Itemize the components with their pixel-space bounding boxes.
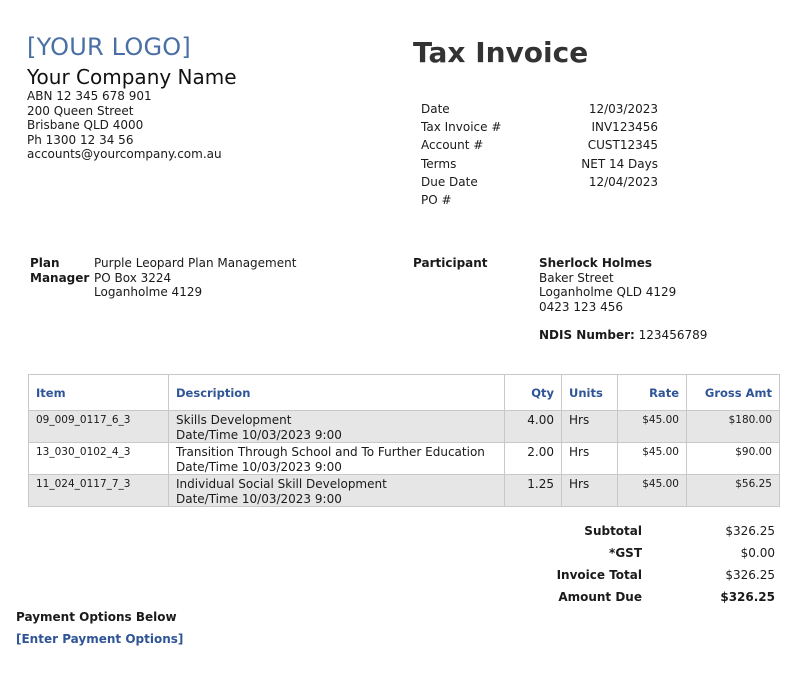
gst-row xyxy=(500,542,775,564)
cell-gross: $56.25 xyxy=(687,475,780,507)
meta-label: PO # xyxy=(421,192,452,207)
company-street: 200 Queen Street xyxy=(27,103,134,118)
header-item: Item xyxy=(29,375,169,411)
payment-options-heading: Payment Options Below xyxy=(16,610,177,624)
cell-qty: 2.00 xyxy=(505,443,562,475)
cell-description xyxy=(169,475,505,507)
cell-units: Hrs xyxy=(562,411,618,443)
ndis-number xyxy=(539,328,707,342)
company-name: Your Company Name xyxy=(27,65,237,89)
header-gross: Gross Amt xyxy=(687,375,780,411)
amount-due-row xyxy=(500,586,775,608)
totals-block xyxy=(500,520,775,608)
invoice-total-row xyxy=(500,564,775,586)
amount-due-label: Amount Due xyxy=(558,590,642,604)
participant-street: Baker Street xyxy=(539,270,614,285)
description-datetime: Date/Time 10/03/2023 9:00 xyxy=(176,491,342,506)
subtotal-row xyxy=(500,520,775,542)
cell-item: 09_009_0117_6_3 xyxy=(29,411,169,443)
cell-description xyxy=(169,443,505,475)
header-units: Units xyxy=(562,375,618,411)
plan-manager-label-line1: Plan xyxy=(30,256,60,270)
meta-value: 12/04/2023 xyxy=(588,174,658,189)
meta-value: CUST12345 xyxy=(587,138,658,153)
invoice-total-value: $326.25 xyxy=(725,568,775,582)
description-text: Skills Development xyxy=(176,413,292,427)
invoice-title: Tax Invoice xyxy=(413,36,589,69)
payment-options-link[interactable]: [Enter Payment Options] xyxy=(16,632,184,646)
meta-label: Date xyxy=(421,102,450,116)
description-text: Transition Through School and To Further Education xyxy=(176,445,485,459)
ndis-label: NDIS Number: xyxy=(539,328,635,342)
meta-value: NET 14 Days xyxy=(581,156,658,171)
cell-qty: 1.25 xyxy=(505,475,562,507)
meta-value: INV123456 xyxy=(591,120,658,135)
subtotal-value: $326.25 xyxy=(725,524,775,538)
description-datetime: Date/Time 10/03/2023 9:00 xyxy=(176,459,342,474)
header-rate: Rate xyxy=(618,375,687,411)
cell-qty: 4.00 xyxy=(505,411,562,443)
description-text: Individual Social Skill Development xyxy=(176,477,387,491)
meta-label: Tax Invoice # xyxy=(421,120,502,135)
company-logo-placeholder: [YOUR LOGO] xyxy=(27,33,191,61)
meta-label: Due Date xyxy=(421,174,478,189)
header-qty: Qty xyxy=(505,375,562,411)
line-items-table xyxy=(28,374,780,507)
company-abn: ABN 12 345 678 901 xyxy=(27,89,152,103)
header-description: Description xyxy=(169,375,505,411)
meta-value: 12/03/2023 xyxy=(588,102,658,116)
meta-row-account xyxy=(421,136,658,154)
cell-rate: $45.00 xyxy=(618,443,687,475)
cell-description xyxy=(169,411,505,443)
plan-manager-details xyxy=(94,256,296,300)
cell-units: Hrs xyxy=(562,443,618,475)
cell-rate: $45.00 xyxy=(618,411,687,443)
meta-row-date xyxy=(421,100,658,118)
cell-rate: $45.00 xyxy=(618,475,687,507)
meta-row-invoice-number xyxy=(421,118,658,136)
plan-manager-label-line2: Manager xyxy=(30,271,90,285)
company-address xyxy=(27,89,222,162)
plan-manager-name: Purple Leopard Plan Management xyxy=(94,256,297,270)
company-email: accounts@yourcompany.com.au xyxy=(27,147,222,162)
invoice-total-label: Invoice Total xyxy=(556,568,642,582)
company-phone: Ph 1300 12 34 56 xyxy=(27,132,134,147)
table-row xyxy=(29,475,780,507)
invoice-meta xyxy=(421,100,658,209)
table-header-row xyxy=(29,375,780,411)
description-datetime: Date/Time 10/03/2023 9:00 xyxy=(176,427,342,442)
table-row xyxy=(29,411,780,443)
participant-label: Participant xyxy=(413,256,488,270)
subtotal-label: Subtotal xyxy=(584,524,642,538)
gst-label: *GST xyxy=(609,546,642,560)
participant-suburb: Loganholme QLD 4129 xyxy=(539,285,677,300)
participant-name: Sherlock Holmes xyxy=(539,256,653,270)
participant-phone: 0423 123 456 xyxy=(539,299,623,314)
meta-row-due-date xyxy=(421,173,658,191)
ndis-value: 123456789 xyxy=(638,328,708,342)
cell-item: 13_030_0102_4_3 xyxy=(29,443,169,475)
gst-value: $0.00 xyxy=(740,546,775,560)
table-row xyxy=(29,443,780,475)
participant-details xyxy=(539,256,676,314)
plan-manager-po-box: PO Box 3224 xyxy=(94,270,172,285)
meta-row-po xyxy=(421,191,658,209)
cell-units: Hrs xyxy=(562,475,618,507)
plan-manager-label xyxy=(30,256,89,286)
cell-item: 11_024_0117_7_3 xyxy=(29,475,169,507)
amount-due-value: $326.25 xyxy=(720,590,775,604)
meta-row-terms xyxy=(421,155,658,173)
company-city: Brisbane QLD 4000 xyxy=(27,118,144,133)
cell-gross: $180.00 xyxy=(687,411,780,443)
cell-gross: $90.00 xyxy=(687,443,780,475)
meta-label: Account # xyxy=(421,138,484,153)
meta-label: Terms xyxy=(421,156,457,171)
plan-manager-suburb: Loganholme 4129 xyxy=(94,285,203,300)
